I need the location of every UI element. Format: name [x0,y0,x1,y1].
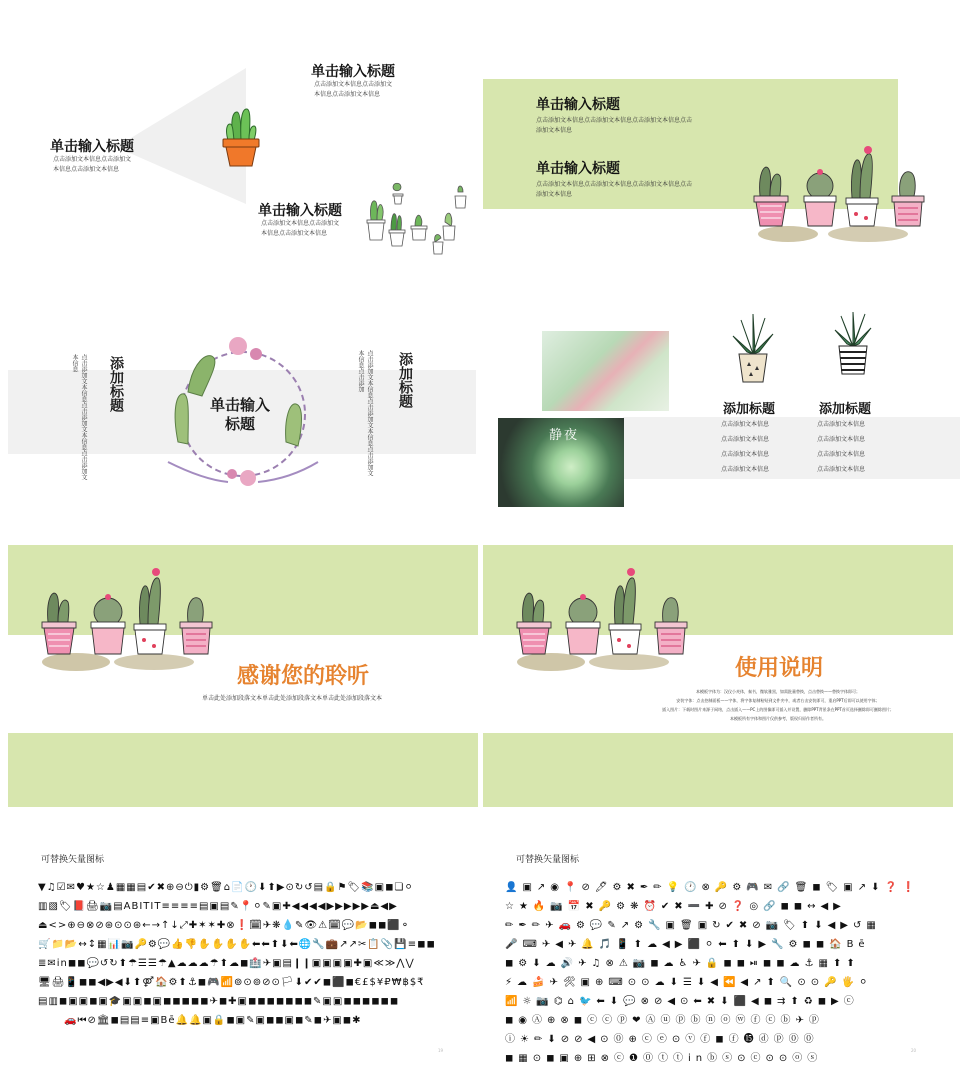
icon-grid [38,878,458,1030]
slide4-heading-a[interactable]: 添加标题 [723,402,776,417]
slide-3[interactable] [8,302,486,572]
slide5-subtext[interactable]: 单击此处添加段落文本单击此处添加段落文本单击此处添加段落文本 [202,695,383,702]
icon-row[interactable]: 👤▣↗◉📍⊘🖊⚙✖✒✏💡🕐⊗🔑⚙🎮✉🔗🗑◼🏷▣↗⬇❓❗ [505,882,920,893]
slide-7[interactable] [8,812,486,1062]
body-line[interactable]: 点击添加文本信息 [721,421,770,428]
photo-caption: 静夜 [549,428,580,443]
small-cactus-group-illustration [363,182,468,262]
slide1-title-c[interactable]: 单击输入标题 [258,203,342,219]
icon-row[interactable]: 📶☼📷⌬⌂🐦⬅⬇💬⊗⊘◀⊙⬅✖⬇⬛◀◼⇉⬆♻◼▶ⓒ [505,996,859,1007]
page-number: 20 [911,1048,917,1053]
slide8-title[interactable]: 可替换矢量图标 [516,855,580,865]
icon-row[interactable]: ≣✉in◼◼💬↺↻⬆☂☰☰☂▲☁☁☁☂⬆☁◼🏥✈▣▤❙❙▣▣▣▣✚▣≪≫⋀⋁ [38,958,415,969]
slide3-right-heading[interactable]: 添加标题 [397,352,413,408]
cactus-row-illustration [748,134,938,244]
body-line[interactable]: 点击添加文本信息 [721,466,770,473]
photo-succulent-branch [542,331,669,411]
instruction-line[interactable]: 安装字体：点击控制面板——字体，将字体复制粘贴到文件夹中，或者右击安装即可，重启PPT后即可以使用字体； [676,698,880,703]
succulent-pot-a-illustration [731,314,775,384]
body-line[interactable]: 点击添加文本信息 [721,451,770,458]
icon-row[interactable]: ◼⚙⬇☁🔊✈♫⊗⚠📷◼☁♿✈🔒◼◼⏯◼◼☁⚓▦⬆⬆ [505,958,860,969]
slide3-left-text[interactable]: 点击添加文本信息点击添加文本信息点击添加文本信息 [71,354,87,480]
icon-row[interactable]: ⚡☁🍰✈🛠▣⊕⌨⊙⊙☁⬇☰⬇◀⏪◀↗⬆🔍⊙⊙🔑🖐⚪ [505,977,873,988]
slide1-body-a[interactable]: 点击添加文本信息点击添加文本信息点击添加文本信息 [53,156,132,173]
slide4-body-b [817,420,865,475]
slide3-left-heading[interactable]: 添加标题 [108,356,124,412]
slide-5[interactable] [8,543,486,813]
body-line[interactable]: 点击添加文本信息 [721,436,770,443]
icon-row[interactable]: ⓘ☀✏⬇⊘⊘◀⊙⓪⊕ⓒⓔ⊙ⓥⓕ◼ⓕ⓯ⓓⓟ⓪⓪ [505,1034,819,1045]
slide3-center-title[interactable]: 单击输入标题 [209,396,270,433]
icon-row[interactable]: 🎤⌨✈◀✈🔔🎵📱⬆☁◀▶⬛⚪⬅⬆⬇▶🔧⚙◼◼🏠Bē [505,939,870,950]
slide-8[interactable] [483,812,960,1062]
cactus-orange-pot-illustration [220,104,262,170]
slide-1[interactable] [8,30,486,300]
slide5-heading[interactable]: 感谢您的聆听 [237,664,370,689]
icon-row[interactable]: ▥▧🏷📕🖨📷▤ABITIT≡≡≡≡▤▣▤✎📍⚪✎▣✚◀◀◀◀▶▶▶▶▶⏏◀▶ [38,901,398,912]
slide-6[interactable] [483,543,960,813]
icon-row[interactable]: ◼▦⊙◼▣⊕⊞⊗ⓒ❶⓪ⓣⓣinⓑⓢ⊙ⓒ⊙⊙ⓞⓢ [505,1053,823,1062]
instruction-line[interactable]: 本模板字体为：汉仪小麦体，秦书，微软雅黑，如需批量替换，点击替换——替换字体即可； [696,689,860,694]
icon-row[interactable]: ▼♫☑✉♥★☆♟▦▦▤✔✖⊕⊖⏻▮⚙🗑⌂📄🕐⬇⬆▶⊙↻↺▤🔒⚑🏷📚▣◼❏⚪ [38,882,414,893]
page-number: 19 [438,1048,444,1053]
instruction-line[interactable]: 本模板所有字体和图片仅供参考，版权归原作者所有。 [730,716,826,721]
slide2-body-b[interactable]: 点击添加文本信息点击添加文本信息点击添加文本信息点击添加文本信息 [536,181,693,198]
body-line[interactable]: 点击添加文本信息 [817,466,866,473]
slide2-body-a[interactable]: 点击添加文本信息点击添加文本信息点击添加文本信息点击添加文本信息 [536,117,693,134]
icon-row[interactable]: ▤▥◼▣▣◼▣🎓▣▣◼▣◼◼◼◼◼✈◼✚▣◼◼◼◼◼◼◼✎▣▣◼◼◼◼◼◼ [38,996,400,1007]
icon-row[interactable]: ☆★🔥📷📅✖🔑⚙❋⏰✔✖➖✚⊘❓◎🔗◼◼↔◀▶ [505,901,846,912]
cactus-row-illustration [36,558,236,673]
instruction-line[interactable]: 插入图片：下载时图片来源于网络，点击插入——PC上的图像即可插入并设置，删除PPT背景条在PPT首页选择删除即可删除图片； [662,707,894,712]
slide7-title[interactable]: 可替换矢量图标 [41,855,105,865]
slide3-right-text[interactable]: 点击添加文本信息点击添加文本信息点击添加文本信息点击添加 [357,350,373,476]
slide6-heading[interactable]: 使用说明 [735,656,824,681]
slide4-body-a [721,420,769,475]
slide4-heading-b[interactable]: 添加标题 [819,402,872,417]
gray-band [623,417,960,479]
slide1-body-b[interactable]: 点击添加文本信息点击添加文本信息点击添加文本信息 [314,81,393,98]
cactus-row-illustration [511,558,711,673]
slide-4[interactable] [483,302,960,572]
icon-row[interactable]: 🚗⏮⊘🏛◼▤▤≡▣Bē🔔🔔▣🔒◼▣✎▣◼◼▣◼✎◼✈▣◼✱ [64,1015,362,1026]
icon-row[interactable]: 🛒📁📂↔↕▦📊📷🔑⚙💬👍👎✋✋✋✋⬅⬅⬆⬇⬅🌐🔧💼↗↗✂📋📎💾≡◼◼ [38,939,436,950]
icon-grid [505,878,935,1062]
slide2-title-a[interactable]: 单击输入标题 [536,97,620,113]
slide1-title-a[interactable]: 单击输入标题 [50,139,134,155]
slide1-title-b[interactable]: 单击输入标题 [311,64,395,80]
slide-2[interactable] [483,30,960,300]
succulent-pot-b-illustration [833,312,873,376]
icon-row[interactable]: ✏✒✏✈🚗⚙💬✎↗⚙🔧▣🗑▣↻✔✖⊘📷🏷⬆⬇◀▶↺▦ [505,920,881,931]
body-line[interactable]: 点击添加文本信息 [817,421,866,428]
slide1-body-c[interactable]: 点击添加文本信息点击添加文本信息点击添加文本信息 [261,220,340,237]
body-line[interactable]: 点击添加文本信息 [817,451,866,458]
body-line[interactable]: 点击添加文本信息 [817,436,866,443]
icon-row[interactable]: ◼◉Ⓐ⊕⊗◼ⓒⓒⓟ❤Ⓐⓤⓟⓑⓝⓞⓦⓕⓒⓑ✈ⓟ [505,1015,824,1026]
green-bottom-band [483,733,953,807]
icon-row[interactable]: 🖥🖨📱◼◼◀▶◀⬇⬆⚤🏠⚙⬆⚓◼🎮📶⊚⊙⊚⊘⊙🏳⬇✔✔◼⬛◼€£$¥₽₩฿$₹ [38,977,425,988]
slide2-title-b[interactable]: 单击输入标题 [536,161,620,177]
icon-row[interactable]: ⏏<>⊕⊖⊗⊘⊛⊙⊙⊛←→↑↓⤢✚✶✶✚⊗❗🗓✈❋💧✎👁⚠🗓💬📂◼◼⬛⚬ [38,920,411,931]
slide6-instructions [633,687,923,723]
green-bottom-band [8,733,478,807]
